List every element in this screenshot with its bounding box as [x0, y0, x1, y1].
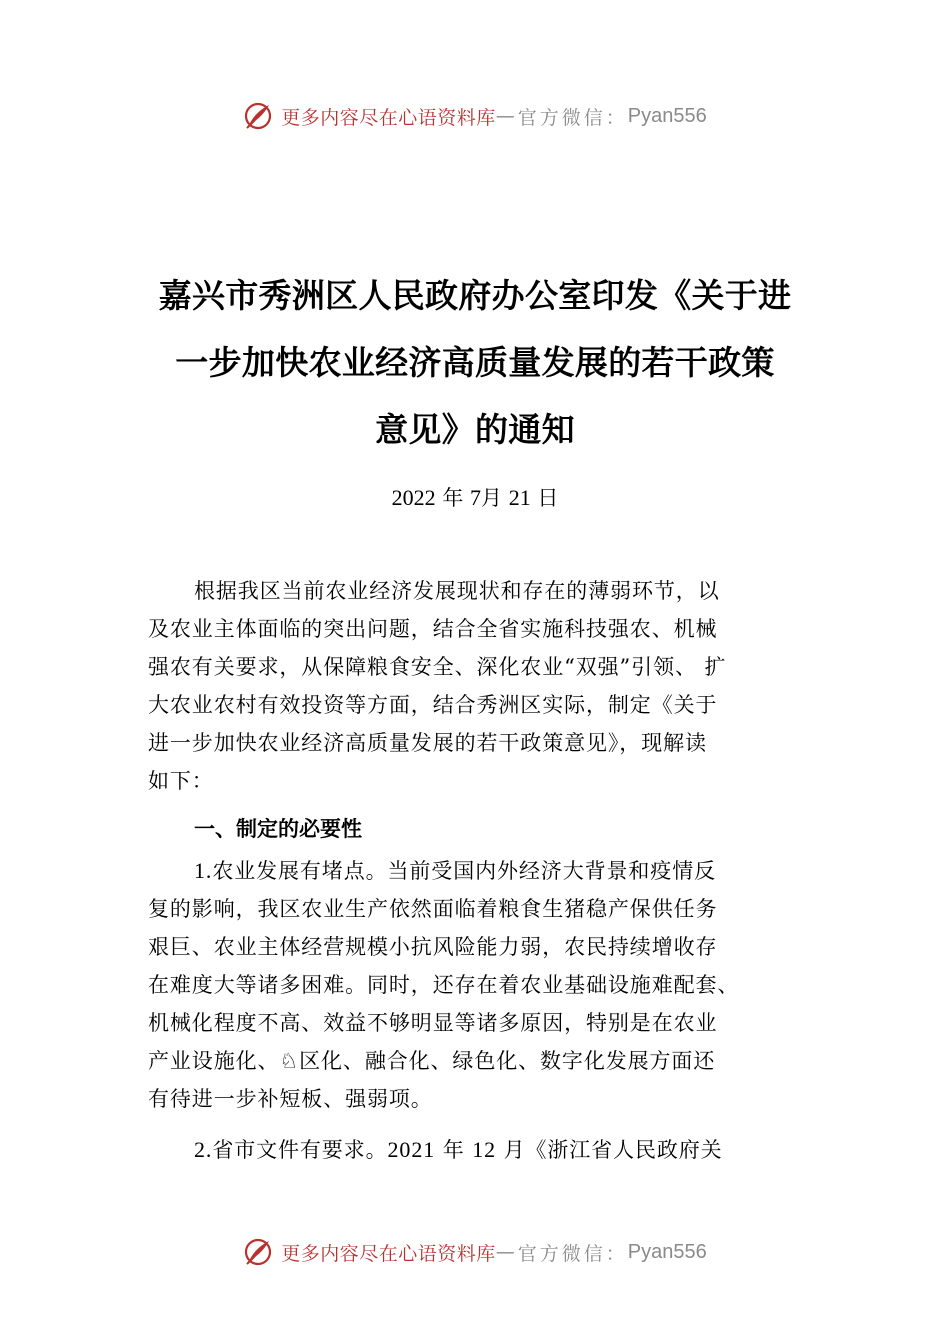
paragraph-text: 《浙江省人民政府关 — [525, 1138, 723, 1162]
paragraph-line-text: 农业发展有堵点。当前受国内外经济大背景和疫情反 — [212, 859, 717, 883]
date-month: 7 — [470, 485, 481, 510]
watermark-wechat-label: 官方微信： — [517, 1242, 628, 1265]
title-line: 一步加快农业经济高质量发展的若干政策 — [175, 343, 775, 382]
inline-month: 12 — [472, 1137, 496, 1162]
document-date — [0, 482, 950, 514]
watermark-wechat-id: Pyan556 — [627, 1240, 707, 1263]
paragraph-line: 大农业农村有效投资等方面，结合秀洲区实际，制定《关于 — [148, 693, 718, 717]
paragraph-line: 如下： — [148, 769, 214, 793]
watermark-dash: — — [495, 1241, 518, 1263]
date-month-unit: 月 — [481, 486, 502, 510]
title-line: 意见》的通知 — [375, 410, 575, 449]
date-day: 21 — [508, 485, 531, 510]
quill-logo-icon — [243, 1237, 273, 1267]
paragraph-line: 产业设施化、♘区化、融合化、绿色化、数字化发展方面还 — [148, 1049, 716, 1073]
paragraph-line — [148, 852, 812, 890]
paragraph-line: 艰巨、农业主体经营规模小抗风险能力弱，农民持续增收存 — [148, 935, 718, 959]
paragraph-text: 省市文件有要求。 — [212, 1138, 388, 1162]
watermark-dash: — — [495, 105, 518, 127]
item-number: 1. — [194, 858, 213, 883]
date-day-unit: 日 — [537, 486, 559, 510]
paragraph-line: 有待进一步补短板、强弱项。 — [148, 1087, 433, 1111]
paragraph-line: 及农业主体面临的突出问题，结合全省实施科技强农、机械 — [148, 617, 718, 641]
necessity-paragraph-1 — [148, 852, 812, 1118]
section-heading: 一、制定的必要性 — [194, 817, 362, 841]
inline-month-unit: 月 — [503, 1138, 526, 1162]
watermark-link-text[interactable]: 更多内容尽在心语资料库 — [281, 106, 496, 129]
document-title — [130, 262, 820, 463]
intro-paragraph — [148, 572, 812, 800]
paragraph-line: 根据我区当前农业经济发展现状和存在的薄弱环节，以 — [194, 579, 720, 603]
paragraph-line: 强农有关要求，从保障粮食安全、深化农业“双强”引领、 扩 — [148, 655, 727, 679]
title-line: 嘉兴市秀洲区人民政府办公室印发《关于进 — [158, 276, 792, 315]
quill-logo-icon — [243, 101, 273, 131]
paragraph-line: 机械化程度不高、效益不够明显等诸多原因，特别是在农业 — [148, 1011, 718, 1035]
footer-watermark — [0, 1232, 950, 1272]
watermark-link-text[interactable]: 更多内容尽在心语资料库 — [281, 1242, 496, 1265]
header-watermark — [0, 96, 950, 136]
paragraph-line: 复的影响，我区农业生产依然面临着粮食生猪稳产保供任务 — [148, 897, 718, 921]
date-year-unit: 年 — [442, 486, 464, 510]
item-number: 2. — [194, 1137, 213, 1162]
paragraph-line — [148, 1131, 812, 1169]
date-year: 2022 — [391, 485, 436, 510]
inline-year: 2021 — [387, 1137, 436, 1162]
watermark-wechat-label: 官方微信： — [517, 106, 628, 129]
paragraph-line: 进一步加快农业经济高质量发展的若干政策意见》，现解读 — [148, 731, 707, 755]
necessity-paragraph-2 — [148, 1131, 812, 1169]
inline-year-unit: 年 — [442, 1138, 465, 1162]
watermark-wechat-id: Pyan556 — [627, 104, 707, 127]
paragraph-line: 在难度大等诸多困难。同时，还存在着农业基础设施难配套、 — [148, 973, 740, 997]
